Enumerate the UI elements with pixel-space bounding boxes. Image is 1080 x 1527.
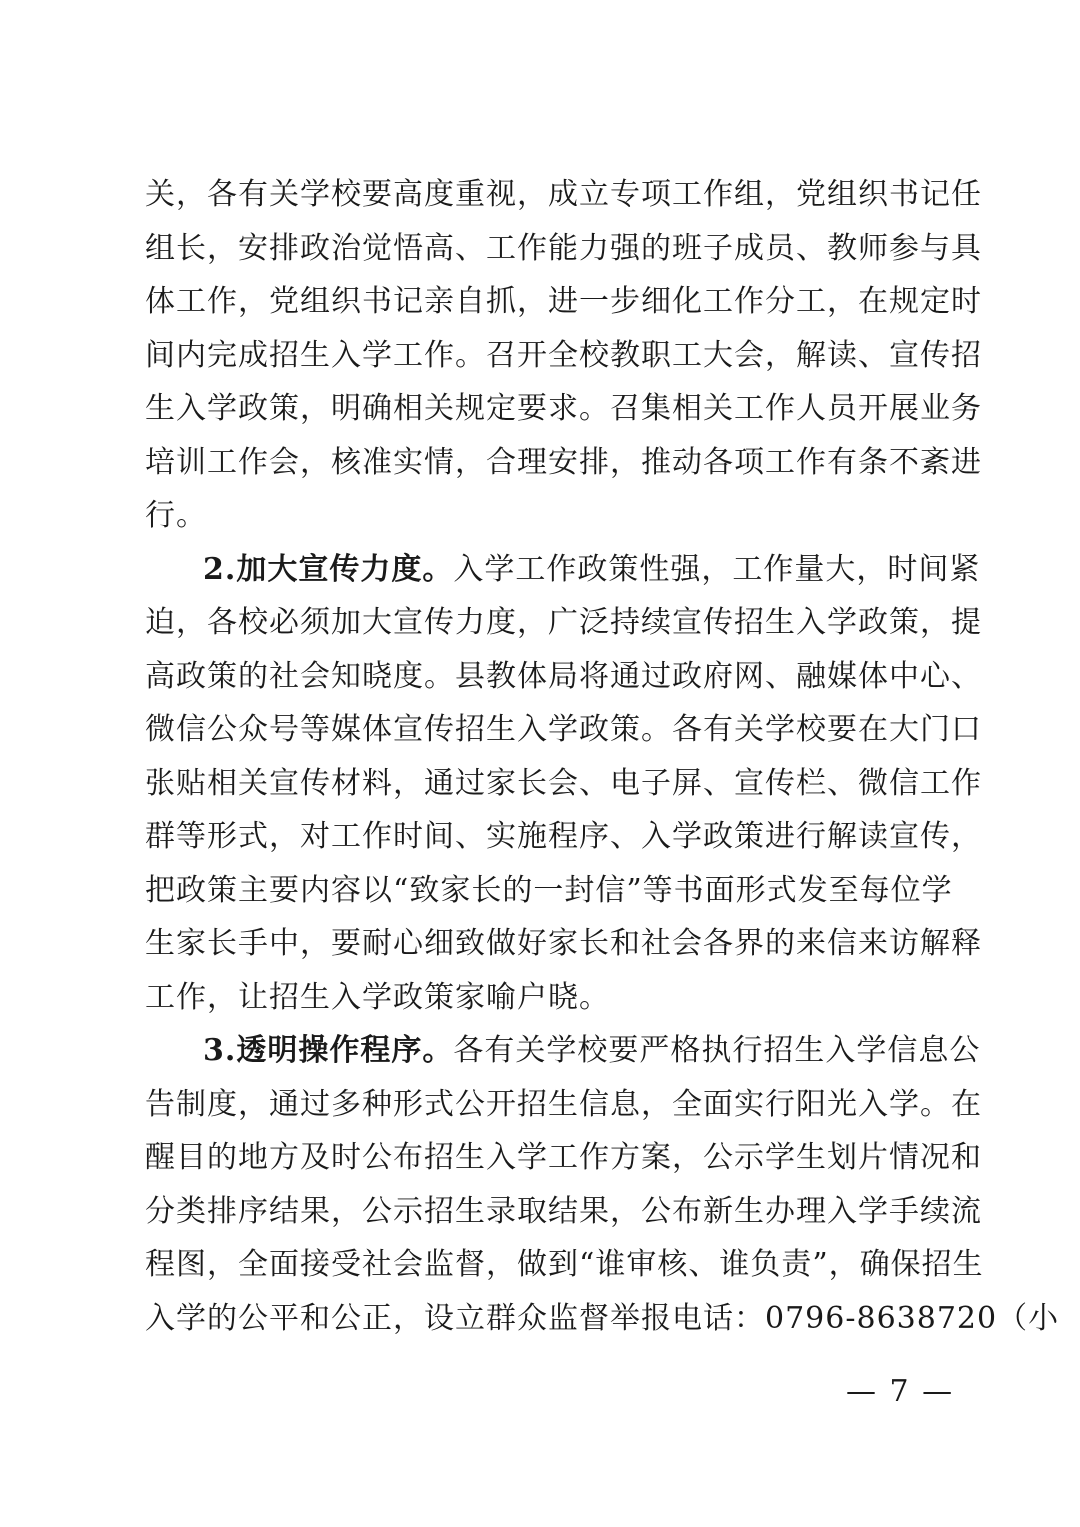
paragraph-3-line-3: 醒目的地方及时公布招生入学工作方案，公示学生划片情况和 [145, 1140, 982, 1175]
paragraph-2-line-3: 高政策的社会知晓度。县教体局将通过政府网、融媒体中心、 [145, 658, 982, 694]
paragraph-2-line-2: 迫，各校必须加大宣传力度，广泛持续宣传招生入学政策，提 [145, 605, 982, 640]
paragraph-3-line-2: 告制度，通过多种形式公开招生信息，全面实行阳光入学。在 [145, 1086, 982, 1122]
paragraph-2-line-6: 群等形式，对工作时间、实施程序、入学政策进行解读宣传， [145, 819, 982, 854]
paragraph-1-line-4: 间内完成招生入学工作。召开全校教职工大会，解读、宣传招 [145, 337, 982, 373]
paragraph-2-first-line [145, 543, 981, 597]
paragraph-3-line-6: 入学的公平和公正，设立群众监督举报电话：0796-8638720（小 [145, 1300, 1060, 1336]
paragraph-1-line-7: 行。 [145, 498, 207, 533]
paragraph-2-line-5: 张贴相关宣传材料，通过家长会、电子屏、宣传栏、微信工作 [145, 765, 982, 801]
paragraph-3-line-4: 分类排序结果，公示招生录取结果，公布新生办理入学手续流 [145, 1193, 982, 1229]
paragraph-3-first-line-text: 各有关学校要严格执行招生入学信息公 [453, 1033, 981, 1068]
paragraph-3-line-5: 程图，全面接受社会监督，做到“谁审核、谁负责”，确保招生 [145, 1247, 984, 1282]
body-text [145, 168, 1060, 1345]
paragraph-1-line-3: 体工作，党组织书记亲自抓，进一步细化工作分工，在规定时 [145, 284, 982, 319]
paragraph-2-line-9: 工作，让招生入学政策家喻户晓。 [145, 979, 610, 1015]
page-number: — 7 — [846, 1374, 955, 1409]
paragraph-1-line-5: 生入学政策，明确相关规定要求。召集相关工作人员开展业务 [145, 391, 982, 426]
section-heading-transparency: 3.透明操作程序。 [203, 1033, 454, 1068]
paragraph-1-line-2: 组长，安排政治觉悟高、工作能力强的班子成员、教师参与具 [145, 230, 982, 266]
paragraph-2-line-4: 微信公众号等媒体宣传招生入学政策。各有关学校要在大门口 [145, 712, 982, 747]
paragraph-3-first-line [145, 1024, 981, 1078]
section-heading-publicity: 2.加大宣传力度。 [203, 551, 454, 587]
paragraph-2-line-8: 生家长手中，要耐心细致做好家长和社会各界的来信来访解释 [145, 926, 982, 961]
paragraph-2-first-line-text: 入学工作政策性强，工作量大，时间紧 [453, 551, 981, 587]
paragraph-1-line-1: 关，各有关学校要高度重视，成立专项工作组，党组织书记任 [145, 177, 982, 212]
paragraph-2-line-7: 把政策主要内容以“致家长的一封信”等书面形式发至每位学 [145, 872, 953, 908]
paragraph-1-line-6: 培训工作会，核准实情，合理安排，推动各项工作有条不紊进 [145, 444, 982, 480]
